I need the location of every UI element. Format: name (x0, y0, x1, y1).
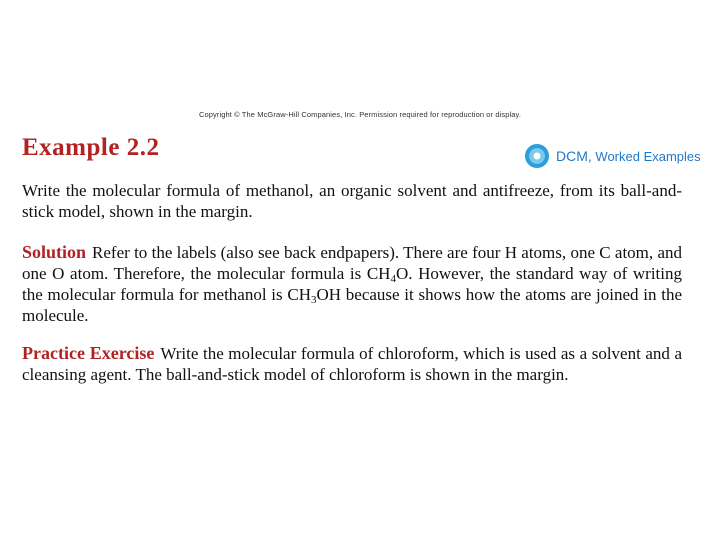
solution-paragraph (22, 242, 682, 326)
solution-text-2: O. However, the standard way of writing the molecular formula for methanol is CH (22, 264, 683, 304)
dcm-brand: DCM, (556, 148, 592, 164)
practice-paragraph (22, 343, 682, 385)
worked-examples-link[interactable] (524, 143, 701, 169)
cd-disc-icon (524, 143, 550, 169)
worked-examples-text: Worked Examples (595, 149, 701, 164)
copyright-notice: Copyright © The McGraw-Hill Companies, Inc. Permission required for reproduction or display. (198, 110, 522, 119)
practice-heading: Practice Exercise (22, 343, 155, 363)
practice-text: Write the molecular formula of chloroform, which is used as a solvent and a cleansing agent. The ball-and-stick model of chloroform is shown in the margin. (22, 344, 683, 384)
solution-heading: Solution (22, 242, 87, 262)
subscript-4: 4 (390, 273, 396, 285)
example-title: Example 2.2 (22, 134, 160, 161)
subscript-3: 3 (310, 294, 317, 306)
problem-statement: Write the molecular formula of methanol, an organic solvent and antifreeze, from its ball-and-stick model, shown in the margin. (22, 181, 682, 221)
solution-text-1: Refer to the labels (also see back endpapers). There are four H atoms, one C atom, and one O atom. Therefore, the molecular formula is CH (22, 243, 682, 283)
worked-examples-label[interactable] (556, 148, 701, 164)
solution-text-3: OH because it shows how the atoms are joined in the molecule. (22, 285, 682, 325)
